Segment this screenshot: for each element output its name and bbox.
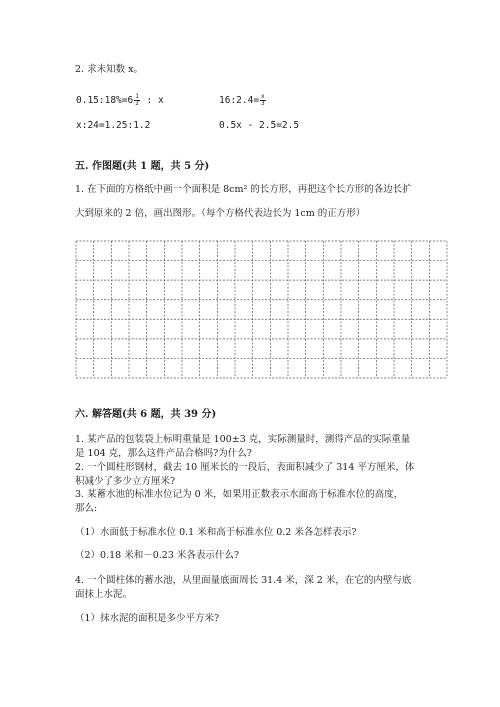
equation-2-pre: 16:2.4= — [219, 95, 260, 106]
fraction: $\frac{1}{2}$ — [135, 93, 139, 107]
equation-2 — [219, 94, 267, 107]
section6-title: 六. 解答题(共 6 题，共 39 分) — [75, 409, 217, 420]
section6-q3-line1: 3. 某蓄水池的标准水位记为 0 米，如果用正数表示水面高于标准水位的高度， — [75, 489, 404, 500]
q2-heading: 2. 求未知数 x。 — [75, 64, 143, 75]
section5-q1-line2: 大到原来的 2 倍，画出图形。（每个方格代表边长为 1cm 的正方形） — [75, 208, 366, 219]
fraction: $\frac{x}{3}$ — [261, 93, 265, 107]
section6-q3-line2: 那么: — [75, 503, 98, 514]
section5-q1-line1: 1. 在下面的方格纸中画一个面积是 8cm² 的长方形，再把这个长方形的各边长扩 — [75, 184, 412, 195]
section6-q3-sub2: （2）0.18 米和－0.23 米各表示什么? — [75, 550, 239, 561]
section6-q4-line2: 面抹上水泥。 — [75, 589, 133, 600]
equation-3: x:24=1.25:1.2 — [76, 120, 151, 131]
section6-q2-line2: 积减少了多少立方厘米? — [75, 476, 176, 487]
section6-q3-sub1: （1）水面低于标准水位 0.1 米和高于标准水位 0.2 米各怎样表示? — [75, 527, 357, 538]
equation-1 — [76, 94, 164, 107]
square-grid[interactable] — [75, 240, 448, 379]
equation-1-post: : x — [140, 95, 164, 106]
equation-1-pre: 0.15:18%=6 — [76, 95, 134, 106]
section6-q4-sub1: （1）抹水泥的面积是多少平方米? — [75, 613, 220, 624]
section5-title: 五. 作图题(共 1 题，共 5 分) — [75, 161, 210, 172]
section6-q1-line1: 1. 某产品的包装袋上标明重量是 100±3 克，实际测量时，测得产品的实际重量 — [75, 434, 411, 445]
grid-canvas — [75, 240, 448, 379]
section6-q1-line2: 是 104 克，那么这件产品合格吗?为什么? — [75, 448, 252, 459]
equation-4: 0.5x - 2.5=2.5 — [219, 120, 300, 131]
section6-q4-line1: 4. 一个圆柱体的蓄水池，从里面量底面周长 31.4 米，深 2 米，在它的内壁与底 — [75, 575, 412, 586]
section6-q2-line1: 2. 一个圆柱形钢材，截去 10 厘米长的一段后，表面积减少了 314 平方厘米，体 — [75, 462, 415, 473]
